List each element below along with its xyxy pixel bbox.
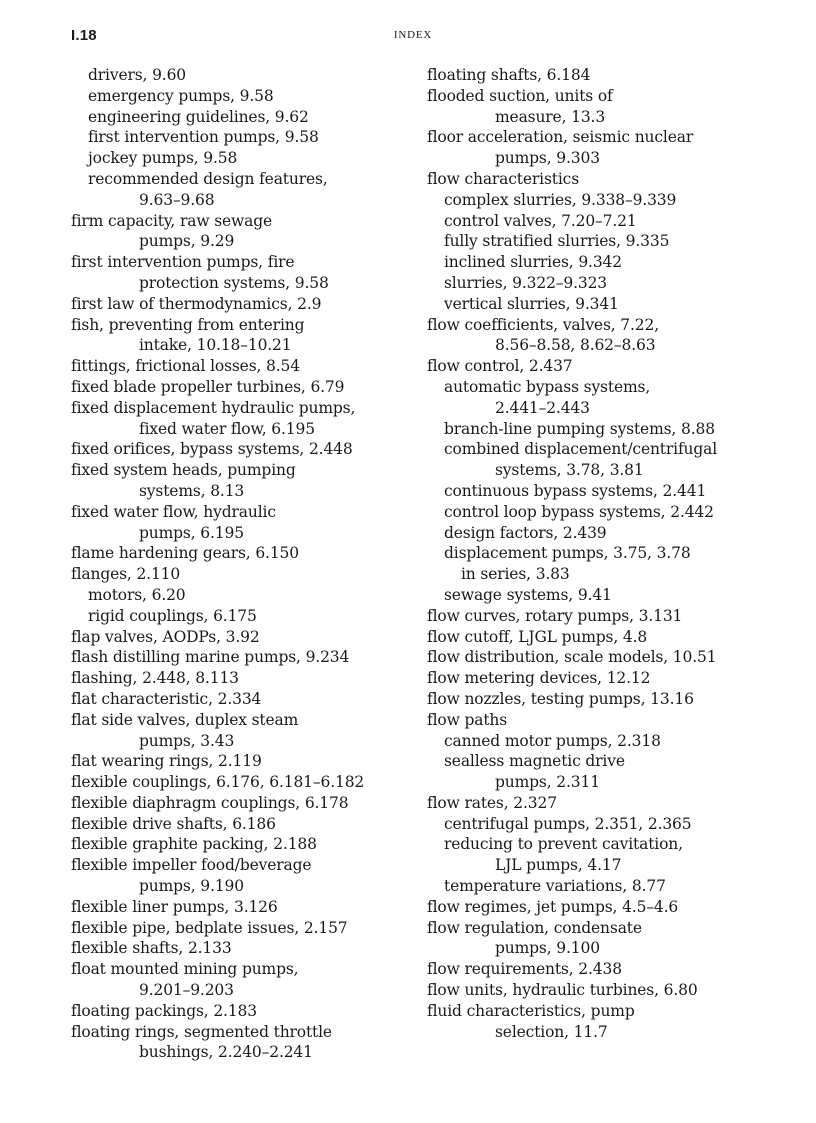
index-subentry: vertical slurries, 9.341 [444, 294, 619, 313]
index-entry: flexible shafts, 2.133 [71, 939, 232, 958]
index-subentry: sealless magnetic drive [444, 752, 625, 771]
index-subentry: automatic bypass systems, [444, 377, 651, 396]
index-subentry: jockey pumps, 9.58 [88, 149, 238, 168]
index-entry: flow characteristics [427, 169, 580, 188]
index-subentry: emergency pumps, 9.58 [88, 86, 274, 105]
index-subentry: design factors, 2.439 [444, 523, 607, 542]
index-entry: flat side valves, duplex steam [71, 710, 299, 729]
index-entry-continuation: pumps, 9.100 [495, 939, 600, 958]
index-entry: firm capacity, raw sewage [71, 211, 273, 230]
index-entry-continuation: 9.63–9.68 [139, 190, 215, 209]
index-entry: flow units, hydraulic turbines, 6.80 [427, 981, 698, 1000]
index-entry-continuation: LJL pumps, 4.17 [495, 856, 622, 875]
index-entry: flexible graphite packing, 2.188 [71, 835, 317, 854]
index-entry: flame hardening gears, 6.150 [71, 544, 299, 563]
index-entry: flexible couplings, 6.176, 6.181–6.182 [71, 773, 365, 792]
index-entry: fittings, frictional losses, 8.54 [71, 357, 300, 376]
index-entry: fixed system heads, pumping [71, 461, 296, 480]
index-subentry: drivers, 9.60 [88, 66, 186, 84]
index-column-right [427, 65, 717, 1042]
index-subentry: slurries, 9.322–9.323 [444, 273, 607, 292]
index-entry: flow control, 2.437 [427, 357, 573, 376]
index-subentry: complex slurries, 9.338–9.339 [444, 190, 677, 209]
index-entry: flap valves, AODPs, 3.92 [71, 627, 260, 646]
index-entry: flexible impeller food/beverage [71, 856, 312, 875]
index-subentry: displacement pumps, 3.75, 3.78 [444, 544, 691, 563]
index-entry: floating rings, segmented throttle [71, 1022, 332, 1041]
index-subentry: engineering guidelines, 9.62 [88, 107, 309, 126]
index-subentry: temperature variations, 8.77 [444, 877, 666, 896]
index-entry: flow metering devices, 12.12 [427, 669, 651, 688]
index-entry-continuation: measure, 13.3 [495, 107, 606, 126]
index-entry-continuation: systems, 3.78, 3.81 [495, 461, 644, 480]
index-entry: floor acceleration, seismic nuclear [427, 128, 694, 147]
index-entry: flow regimes, jet pumps, 4.5–4.6 [427, 897, 679, 916]
index-subentry: branch-line pumping systems, 8.88 [444, 419, 715, 438]
index-subsubentry: in series, 3.83 [461, 565, 570, 584]
index-entry: flexible drive shafts, 6.186 [71, 814, 276, 833]
index-column-left [71, 65, 364, 1063]
running-head: INDEX [393, 29, 433, 41]
index-entry-continuation: bushings, 2.240–2.241 [139, 1043, 313, 1062]
index-subentry: rigid couplings, 6.175 [88, 606, 257, 625]
index-entry-continuation: 2.441–2.443 [495, 398, 590, 417]
index-entry: flexible pipe, bedplate issues, 2.157 [71, 918, 348, 937]
index-subentry: inclined slurries, 9.342 [444, 253, 622, 272]
index-entry: flat characteristic, 2.334 [71, 689, 262, 708]
index-subentry: continuous bypass systems, 2.441 [444, 481, 707, 500]
index-entry: first law of thermodynamics, 2.9 [71, 294, 322, 313]
index-entry-continuation: pumps, 9.303 [495, 149, 600, 168]
index-entry-continuation: fixed water flow, 6.195 [139, 419, 315, 438]
index-entry-continuation: systems, 8.13 [139, 481, 245, 500]
index-subentry: centrifugal pumps, 2.351, 2.365 [444, 814, 692, 833]
index-entry: fixed blade propeller turbines, 6.79 [71, 377, 345, 396]
index-entry-continuation: intake, 10.18–10.21 [139, 336, 292, 355]
page-number: I.18 [71, 27, 97, 44]
index-entry: first intervention pumps, fire [71, 253, 295, 272]
index-subentry: canned motor pumps, 2.318 [444, 731, 661, 750]
index-entry-continuation: pumps, 9.190 [139, 877, 244, 896]
index-entry-continuation: pumps, 9.29 [139, 232, 235, 251]
index-entry: floating packings, 2.183 [71, 1001, 257, 1020]
index-subentry: recommended design features, [88, 169, 328, 188]
index-entry: flat wearing rings, 2.119 [71, 752, 262, 771]
index-entry: fixed orifices, bypass systems, 2.448 [71, 440, 353, 459]
index-entry-continuation: protection systems, 9.58 [139, 273, 329, 292]
index-entry: flow cutoff, LJGL pumps, 4.8 [427, 627, 648, 646]
index-entry: fluid characteristics, pump [427, 1001, 635, 1020]
index-entry: floating shafts, 6.184 [427, 66, 591, 84]
index-entry: fixed water flow, hydraulic [71, 502, 276, 521]
index-entry-continuation: pumps, 6.195 [139, 523, 244, 542]
index-entry: flow paths [427, 710, 508, 729]
index-entry-continuation: 8.56–8.58, 8.62–8.63 [495, 336, 656, 355]
index-entry: fixed displacement hydraulic pumps, [71, 398, 356, 417]
index-entry: float mounted mining pumps, [71, 960, 299, 979]
index-entry: flanges, 2.110 [71, 565, 181, 584]
index-entry: flow rates, 2.327 [427, 793, 557, 812]
index-entry: flexible liner pumps, 3.126 [71, 897, 278, 916]
index-entry-continuation: pumps, 3.43 [139, 731, 235, 750]
index-subentry: reducing to prevent cavitation, [444, 835, 683, 854]
index-entry: flow nozzles, testing pumps, 13.16 [427, 689, 694, 708]
index-entry-continuation: pumps, 2.311 [495, 773, 600, 792]
index-entry: flow distribution, scale models, 10.51 [427, 648, 717, 667]
index-entry: flow regulation, condensate [427, 918, 642, 937]
index-entry: flow curves, rotary pumps, 3.131 [427, 606, 683, 625]
index-entry: flexible diaphragm couplings, 6.178 [71, 793, 349, 812]
index-subentry: fully stratified slurries, 9.335 [444, 232, 670, 251]
index-entry: flashing, 2.448, 8.113 [71, 669, 239, 688]
index-subentry: combined displacement/centrifugal [444, 440, 718, 459]
index-subentry: motors, 6.20 [88, 585, 186, 604]
index-subentry: control loop bypass systems, 2.442 [444, 502, 714, 521]
index-entry: flow coefficients, valves, 7.22, [427, 315, 659, 334]
index-entry: fish, preventing from entering [71, 315, 305, 334]
index-subentry: sewage systems, 9.41 [444, 585, 612, 604]
index-entry: flash distilling marine pumps, 9.234 [71, 648, 350, 667]
index-entry-continuation: selection, 11.7 [495, 1022, 608, 1041]
index-subentry: control valves, 7.20–7.21 [444, 211, 637, 230]
index-subentry: first intervention pumps, 9.58 [88, 128, 319, 147]
index-entry: flow requirements, 2.438 [427, 960, 622, 979]
index-entry: flooded suction, units of [427, 86, 613, 105]
index-entry-continuation: 9.201–9.203 [139, 981, 234, 1000]
